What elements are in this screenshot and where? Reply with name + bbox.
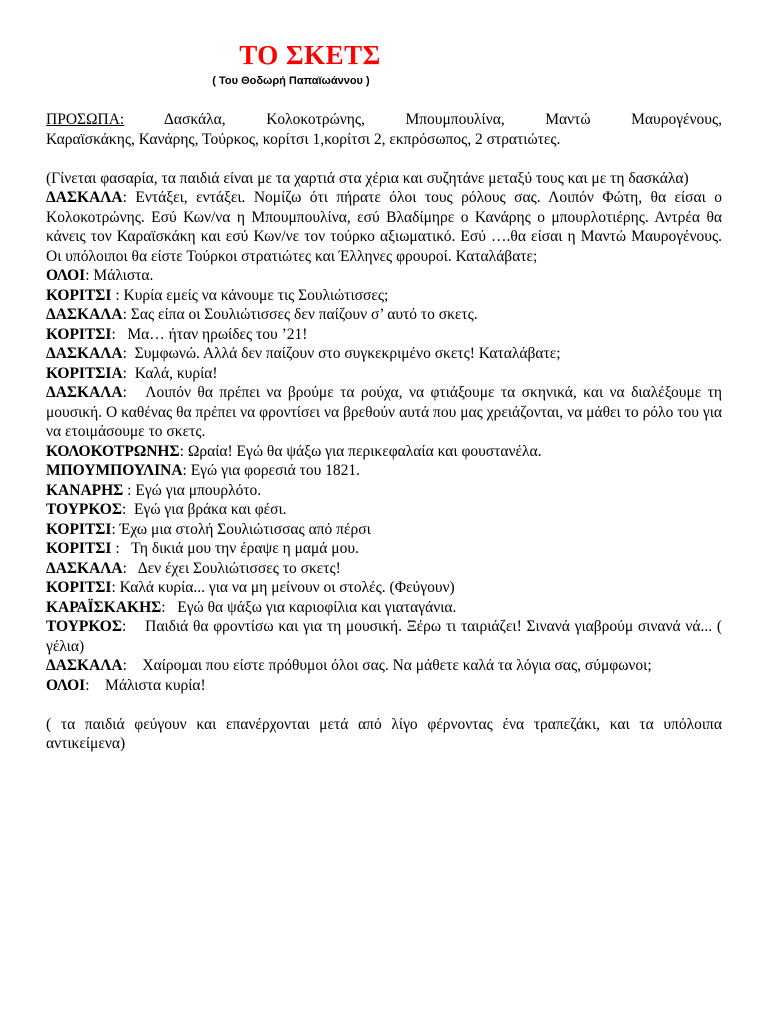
speaker-name: ΟΛΟΙ xyxy=(46,676,86,694)
dialogue-line xyxy=(46,578,722,598)
dialogue-line xyxy=(46,442,722,462)
speaker-separator: : xyxy=(161,598,178,616)
dialogue-text: Χαίρομαι που είστε πρόθυμοι όλοι σας. Να μάθετε καλά τα λόγια σας, σύμφωνοι; xyxy=(142,657,652,674)
dialogue-text: Δεν έχει Σουλιώτισσες το σκετς! xyxy=(137,559,341,577)
speaker-name: ΔΑΣΚΑΛΑ xyxy=(46,345,123,362)
stage-direction-closing: ( τα παιδιά φεύγουν και επανέρχονται μετά από λίγο φέρνοντας ένα τραπεζάκι, και τα υπόλοιπα αντικείμενα) xyxy=(46,715,722,752)
spacer xyxy=(46,149,722,169)
speaker-separator: : xyxy=(111,540,131,557)
speaker-separator: : xyxy=(111,520,120,538)
speaker-separator: : xyxy=(182,462,191,479)
dialogue-line xyxy=(46,520,722,540)
dialogue-text: Μα… ήταν ηρωίδες του ’21! xyxy=(127,325,308,343)
speaker-name: ΔΑΣΚΑΛΑ xyxy=(46,657,123,674)
stage-direction-intro: (Γίνεται φασαρία, τα παιδιά είναι με τα χαρτιά στα χέρια και συζητάνε μεταξύ τους και με τη δασκάλα) xyxy=(46,169,689,187)
dialogue-line xyxy=(46,481,722,501)
speaker-name: ΚΟΡΙΤΣΙ xyxy=(46,540,112,557)
speaker-separator: : xyxy=(121,618,146,635)
dialogue-text: Κυρία εμείς να κάνουμε τις Σουλιώτισσες; xyxy=(123,286,389,304)
dialogue-text: Σας είπα οι Σουλιώτισσες δεν παίζουν σ’ αυτό το σκετς. xyxy=(130,306,478,323)
dialogue-text: Συμφωνώ. Αλλά δεν παίζουν στο συγκεκριμένο σκετς! Καταλάβατε; xyxy=(134,345,561,362)
dialogue-line xyxy=(46,656,722,676)
speaker-name: ΜΠΟΥΜΠΟΥΛΙΝΑ xyxy=(46,462,183,479)
speaker-name: ΚΑΡΑΪΣΚΑΚΗΣ xyxy=(46,598,162,616)
document-body xyxy=(46,110,722,754)
dialogue-text: Εγώ θα ψάξω για καριοφίλια και γιαταγάνια. xyxy=(177,598,457,616)
dialogue-line xyxy=(46,325,722,345)
dialogue-text: Καλά, κυρία! xyxy=(134,364,218,382)
author-close: ) xyxy=(362,75,370,87)
dialogue-line xyxy=(46,188,722,266)
speaker-name: ΔΑΣΚΑΛΑ xyxy=(46,559,123,577)
speaker-name: ΚΟΡΙΤΣΙ xyxy=(46,579,112,596)
dialogue-text: Εγώ για μπουρλότο. xyxy=(135,481,262,499)
author-name: Θοδωρή Παπαϊωάννου xyxy=(241,75,363,87)
speaker-separator: : xyxy=(123,481,136,499)
speaker-separator: : xyxy=(85,267,94,284)
dialogue-line xyxy=(46,461,722,481)
dialogue-text: Μάλιστα κυρία! xyxy=(105,676,206,694)
speaker-name: ΚΑΝΑΡΗΣ xyxy=(46,481,124,499)
speaker-separator: : xyxy=(111,325,128,343)
speaker-name: ΔΑΣΚΑΛΑ xyxy=(46,384,123,401)
persons-label: ΠΡΟΣΩΠΑ: xyxy=(46,111,125,128)
speaker-separator: : xyxy=(122,559,138,577)
speaker-name: ΚΟΡΙΤΣΙ xyxy=(46,286,112,304)
dialogue-line xyxy=(46,286,722,306)
dialogue-text: Παιδιά θα φροντίσω και για τη μουσική. Ξέρω τι ταιριάζει! Σινανά γιαβρούμ σινανά νά... ( γέλια) xyxy=(46,618,722,655)
speaker-name: ΟΛΟΙ xyxy=(46,267,86,284)
speaker-separator: : xyxy=(122,306,131,323)
dialogue-text: Εγώ για βράκα και φέσι. xyxy=(134,501,287,518)
speaker-name: ΚΟΡΙΤΣΙ xyxy=(46,520,112,538)
speaker-separator: : xyxy=(122,384,146,401)
speaker-separator: : xyxy=(179,442,188,460)
dialogue-line xyxy=(46,598,722,618)
speaker-separator: : xyxy=(111,579,120,596)
dialogue-line xyxy=(46,305,722,325)
author-open: ( Του xyxy=(212,75,242,87)
dialogue-line xyxy=(46,559,722,579)
dialogue-text: Έχω μια στολή Σουλιώτισσας από πέρσι xyxy=(119,520,371,538)
dialogue xyxy=(46,188,722,695)
dialogue-text: Καλά κυρία... για να μη μείνουν οι στολές. (Φεύγουν) xyxy=(119,579,455,596)
dialogue-line xyxy=(46,383,722,442)
speaker-separator: : xyxy=(85,676,106,694)
dialogue-text: Λοιπόν θα πρέπει να βρούμε τα ρούχα, να φτιάξουμε τα σκηνικά, και να διαλέξουμε τη μουσική. Ο καθένας θα πρέπει να φροντίσει να βρεθούν αυτά που μας χρειάζονται, να μάθει το ρόλο του για να ετοιμάσουμε το σκετς. xyxy=(46,384,723,440)
dialogue-text: Ωραία! Εγώ θα ψάξω για περικεφαλαία και φουστανέλα. xyxy=(187,442,542,460)
persons-list-1: Δασκάλα, Κολοκοτρώνης, Μπουμπουλίνα, Μαντώ Μαυρογένους, xyxy=(124,111,722,128)
speaker-name: ΔΑΣΚΑΛΑ xyxy=(46,189,123,206)
dialogue-text: Εντάξει, εντάξει. Νομίζω ότι πήρατε όλοι τους ρόλους σας. Λοιπόν Φώτη, θα είσαι ο Κολοκοτρώνης. Εσύ Κων/να η Μπουμπουλίνα, εσύ Βλαδίμηρε ο Κανάρης ο μπουρλοτιέρης. Αντρέα θα κάνεις τον Καραϊσκάκη και εσύ Κων/νε τον τούρκο αξιωματικό. Εσύ ….θα είσαι η Μαντώ Μαυρογένους. Οι υπόλοιποι θα είστε Τούρκοι στρατιώτες και Έλληνες φρουροί. Καταλάβατε; xyxy=(46,189,723,265)
dialogue-text: Μάλιστα. xyxy=(93,267,154,284)
persons-line-1 xyxy=(46,110,722,130)
dialogue-line xyxy=(46,617,722,656)
document-title: ΤΟ ΣΚΕΤΣ xyxy=(239,40,381,70)
speaker-separator: : xyxy=(121,501,135,518)
dialogue-text: Εγώ για φορεσιά του 1821. xyxy=(190,462,360,479)
speaker-name: ΤΟΥΡΚΟΣ xyxy=(46,618,122,635)
dialogue-text: Τη δικιά μου την έραψε η μαμά μου. xyxy=(130,540,359,557)
dialogue-line xyxy=(46,344,722,364)
speaker-name: ΚΟΛΟΚΟΤΡΩΝΗΣ xyxy=(46,442,180,460)
dialogue-line xyxy=(46,364,722,384)
spacer xyxy=(46,695,722,715)
dialogue-line xyxy=(46,539,722,559)
dialogue-line xyxy=(46,500,722,520)
dialogue-line xyxy=(46,266,722,286)
speaker-name: ΔΑΣΚΑΛΑ xyxy=(46,306,123,323)
speaker-name: ΚΟΡΙΤΣΙΑ xyxy=(46,364,123,382)
author-line xyxy=(0,75,582,87)
speaker-separator: : xyxy=(122,189,136,206)
speaker-separator: : xyxy=(122,364,135,382)
speaker-name: ΤΟΥΡΚΟΣ xyxy=(46,501,122,518)
speaker-separator: : xyxy=(122,345,135,362)
dialogue-line xyxy=(46,676,722,696)
persons-line-2: Καραϊσκάκης, Κανάρης, Τούρκος, κορίτσι 1,κορίτσι 2, εκπρόσωπος, 2 στρατιώτες. xyxy=(46,130,561,148)
speaker-name: ΚΟΡΙΤΣΙ xyxy=(46,325,112,343)
speaker-separator: : xyxy=(111,286,124,304)
speaker-separator: : xyxy=(122,657,143,674)
